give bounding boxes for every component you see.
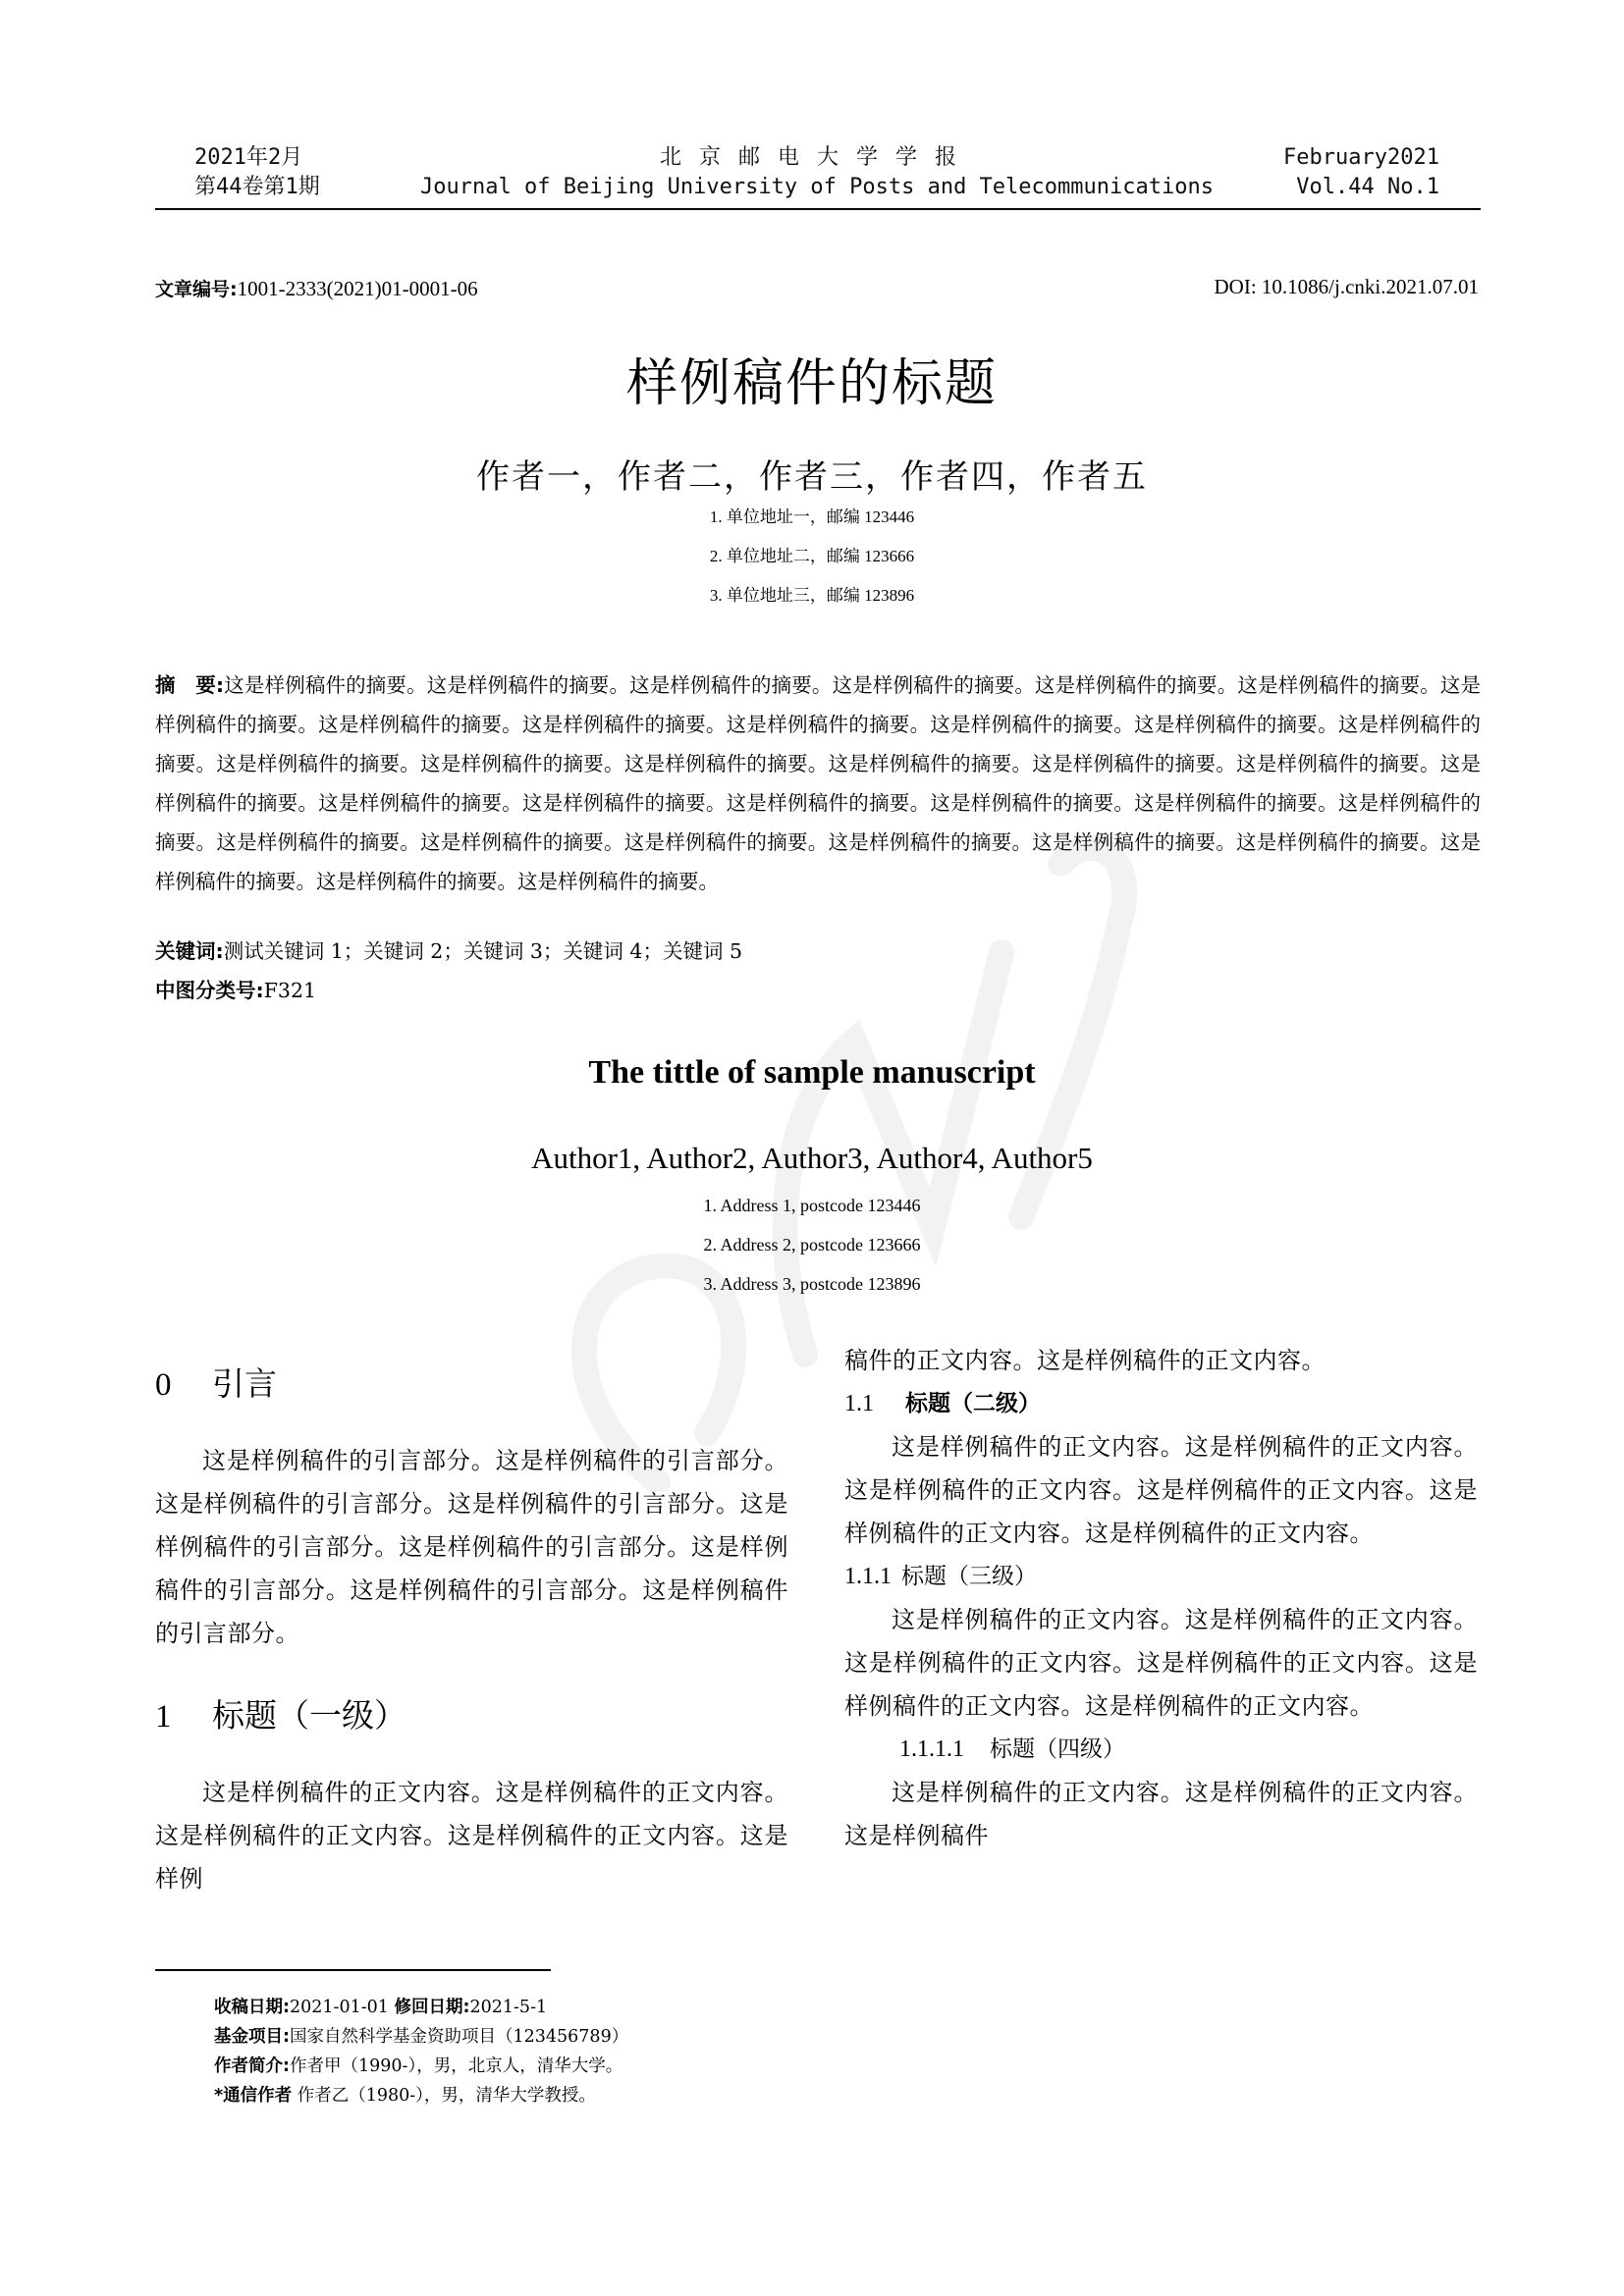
section-number: 1 [155,1699,172,1735]
corresponding-text: 作者乙（1980-），男，清华大学教授。 [297,2086,596,2106]
header-date-en: February2021 [1283,145,1439,170]
section-title: 标题（三级） [901,1564,1037,1589]
body-paragraph: 这是样例稿件的正文内容。这是样例稿件的正文内容。这是样例稿件的正文内容。这是样例稿件的正文内容。这是样例 [155,1779,788,1893]
received-date: 2021-01-01 [290,1998,389,2017]
section-number: 1.1.1 [844,1564,892,1589]
keywords-cn [155,934,742,964]
subsection-heading-1-1-1-1 [844,1728,1478,1771]
body-paragraph-continued: 稿件的正文内容。这是样例稿件的正文内容。 [844,1347,1326,1374]
journal-name-en: Journal of Beijing University of Posts and Telecommunications [420,175,1214,199]
bio-label: 作者简介: [214,2056,290,2076]
section-heading-1 [155,1686,788,1745]
revised-label: 修回日期: [394,1998,470,2017]
clc-label: 中图分类号: [155,979,264,1002]
header-volume-en: Vol.44 No.1 [1296,175,1439,199]
affiliation-en-2: 2. Address 2, postcode 123666 [703,1235,921,1255]
section-number: 1.1.1.1 [899,1736,964,1762]
header-rule [155,208,1481,210]
keywords-label: 关键词: [155,939,224,963]
fund-text: 国家自然科学基金资助项目（123456789） [290,2027,629,2047]
received-label: 收稿日期: [214,1998,290,2017]
affiliation-en-1: 1. Address 1, postcode 123446 [703,1196,921,1215]
body-column-left [155,1355,788,1900]
section-number: 1.1 [844,1391,874,1416]
footnote-dates [214,1993,628,2022]
section-title: 标题（二级） [905,1391,1041,1416]
intro-paragraph: 这是样例稿件的引言部分。这是样例稿件的引言部分。这是样例稿件的引言部分。这是样例稿件的引言部分。这是样例稿件的引言部分。这是样例稿件的引言部分。这是样例稿件的引言部分。这是样例稿件的引言部分。这是样例稿件的引言部分。 [155,1447,788,1647]
doi: DOI: 10.1086/j.cnki.2021.07.01 [1214,275,1479,298]
title-en: The tittle of sample manuscript [588,1054,1036,1091]
body-column-right [844,1339,1478,1857]
running-header [155,143,1479,206]
header-date-cn: 2021年2月 [194,145,303,170]
corresponding-label: *通信作者 [214,2086,293,2106]
subsection-heading-1-1-1 [844,1555,1478,1598]
affiliation-cn-1: 1. 单位地址一，邮编 123446 [709,507,915,526]
body-paragraph: 这是样例稿件的正文内容。这是样例稿件的正文内容。这是样例稿件的正文内容。这是样例稿件的正文内容。这是样例稿件的正文内容。这是样例稿件的正文内容。 [844,1606,1478,1720]
journal-name-cn: 北京邮电大学学报 [659,145,974,170]
revised-date: 2021-5-1 [469,1998,548,2017]
article-number-label: 文章编号: [155,279,238,300]
abstract-text: 这是样例稿件的摘要。这是样例稿件的摘要。这是样例稿件的摘要。这是样例稿件的摘要。这是样例稿件的摘要。这是样例稿件的摘要。这是样例稿件的摘要。这是样例稿件的摘要。这是样例稿件的摘要。这是样例稿件的摘要。这是样例稿件的摘要。这是样例稿件的摘要。这是样例稿件的摘要。这是样例稿件的摘要。这是样例稿件的摘要。这是样例稿件的摘要。这是样例稿件的摘要。这是样例稿件的摘要。这是样例稿件的摘要。这是样例稿件的摘要。这是样例稿件的摘要。这是样例稿件的摘要。这是样例稿件的摘要。这是样例稿件的摘要。这是样例稿件的摘要。这是样例稿件的摘要。这是样例稿件的摘要。这是样例稿件的摘要。这是样例稿件的摘要。这是样例稿件的摘要。这是样例稿件的摘要。这是样例稿件的摘要。这是样例稿件的摘要。这是样例稿件的摘要。这是样例稿件的摘要。 [155,673,1482,893]
footnote-fund [214,2022,628,2052]
authors-cn: 作者一，作者二，作者三，作者四，作者五 [476,457,1148,497]
article-number [155,275,478,301]
fund-label: 基金项目: [214,2027,290,2047]
section-title: 标题（四级） [990,1736,1125,1762]
footnote-bio [214,2052,628,2081]
article-number-value: 1001-2333(2021)01-0001-06 [237,277,478,300]
section-number: 0 [155,1367,172,1403]
authors-en: Author1, Author2, Author3, Author4, Author5 [531,1141,1093,1175]
body-paragraph: 这是样例稿件的正文内容。这是样例稿件的正文内容。这是样例稿件的正文内容。这是样例稿件的正文内容。这是样例稿件的正文内容。这是样例稿件的正文内容。 [844,1433,1478,1547]
header-journal-name [155,143,1479,202]
title-cn: 样例稿件的标题 [625,354,998,413]
header-issue-info-en [1283,143,1439,202]
footnote-rule [155,1969,551,1971]
clc-number [155,974,316,1003]
affiliation-cn-3: 3. 单位地址三，邮编 123896 [709,586,915,605]
section-title: 标题（一级） [212,1696,406,1735]
section-heading-0 [155,1355,788,1414]
abstract-label: 摘 要: [155,673,225,697]
bio-text: 作者甲（1990-），男，北京人，清华大学。 [290,2056,623,2076]
affiliation-cn-2: 2. 单位地址二，邮编 123666 [709,547,915,565]
keywords-text: 测试关键词 1；关键词 2；关键词 3；关键词 4；关键词 5 [223,939,742,963]
header-volume-cn: 第44卷第1期 [194,175,320,199]
footnotes [214,1993,628,2110]
section-title: 引言 [212,1364,277,1403]
clc-value: F321 [263,979,317,1002]
abstract-cn [155,666,1481,901]
footnote-corresponding [214,2081,628,2110]
body-paragraph: 这是样例稿件的正文内容。这是样例稿件的正文内容。这是样例稿件 [844,1779,1478,1849]
subsection-heading-1-1 [844,1382,1478,1425]
affiliation-en-3: 3. Address 3, postcode 123896 [703,1274,921,1294]
